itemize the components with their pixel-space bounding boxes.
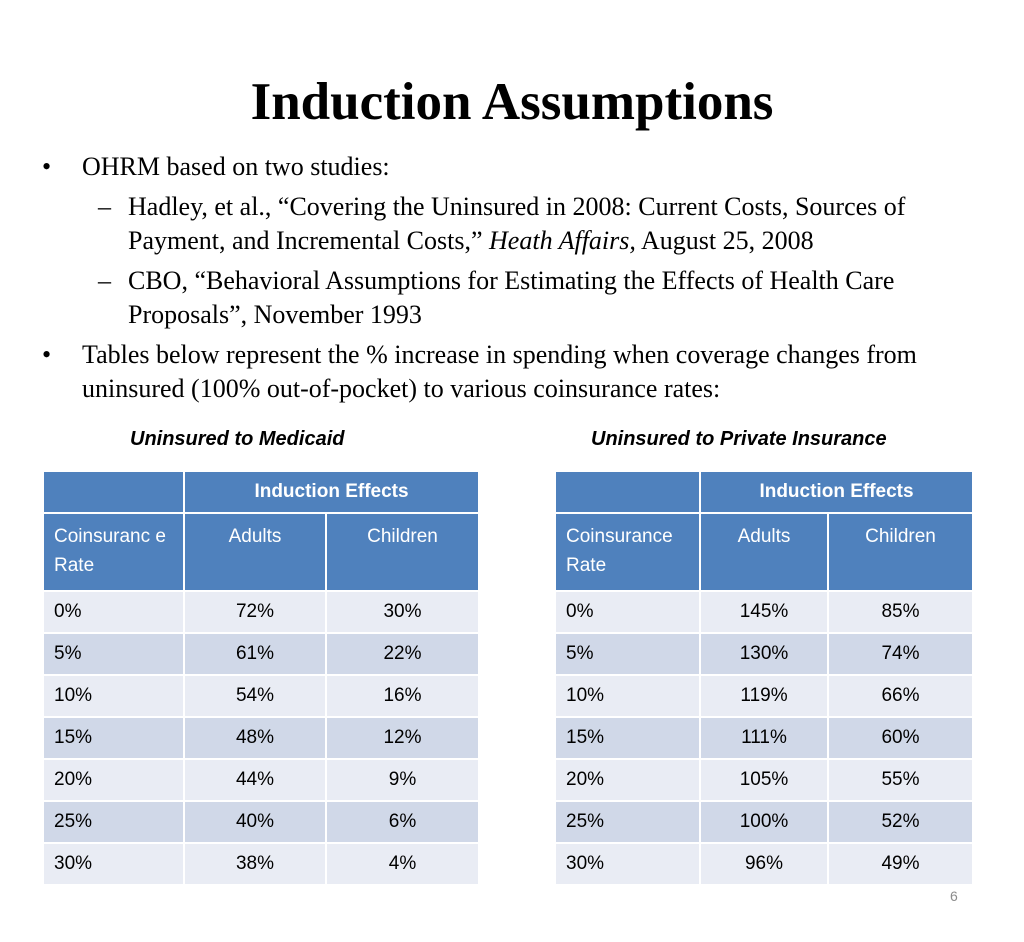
cell-adults: 48% — [184, 717, 326, 759]
cell-children: 85% — [828, 591, 973, 633]
cell-children: 66% — [828, 675, 973, 717]
cell-rate: 15% — [555, 717, 700, 759]
table-row — [555, 591, 973, 633]
journal-name: Heath Affairs, — [489, 226, 636, 255]
cell-adults: 105% — [700, 759, 828, 801]
citation-date: August 25, 2008 — [635, 226, 814, 255]
table-row — [43, 633, 479, 675]
cell-children: 16% — [326, 675, 479, 717]
cell-rate: 30% — [43, 843, 184, 885]
cell-adults: 38% — [184, 843, 326, 885]
cell-adults: 100% — [700, 801, 828, 843]
sub-bullet-item — [42, 264, 982, 332]
cell-children: 12% — [326, 717, 479, 759]
citation-hadley: Hadley, et al., “Covering the Uninsured in 2008: Current Costs, Sources of Payment, and Incremental Costs,” — [128, 192, 906, 255]
column-header-children: Children — [828, 513, 973, 591]
column-header-rate: Coinsuranc e Rate — [43, 513, 184, 591]
cell-rate: 10% — [555, 675, 700, 717]
cell-rate: 25% — [555, 801, 700, 843]
cell-children: 9% — [326, 759, 479, 801]
cell-children: 30% — [326, 591, 479, 633]
cell-children: 60% — [828, 717, 973, 759]
group-header: Induction Effects — [700, 471, 973, 513]
cell-rate: 5% — [555, 633, 700, 675]
dash-icon: – — [98, 192, 111, 221]
cell-rate: 10% — [43, 675, 184, 717]
table-row — [43, 591, 479, 633]
cell-rate: 30% — [555, 843, 700, 885]
cell-children: 49% — [828, 843, 973, 885]
medicaid-table — [42, 470, 480, 886]
table-row — [555, 843, 973, 885]
cell-adults: 61% — [184, 633, 326, 675]
table-row — [43, 717, 479, 759]
cell-rate: 5% — [43, 633, 184, 675]
cell-children: 52% — [828, 801, 973, 843]
sub-bullet-item — [42, 190, 982, 258]
cell-children: 74% — [828, 633, 973, 675]
group-header: Induction Effects — [184, 471, 479, 513]
cell-rate: 15% — [43, 717, 184, 759]
cell-adults: 40% — [184, 801, 326, 843]
private-insurance-table — [554, 470, 974, 886]
bullet-list — [42, 150, 982, 406]
bullet-item — [42, 338, 982, 406]
private-table-caption: Uninsured to Private Insurance — [591, 428, 887, 450]
table-row — [555, 675, 973, 717]
cell-children: 22% — [326, 633, 479, 675]
column-header-adults: Adults — [700, 513, 828, 591]
table-row — [43, 843, 479, 885]
cell-children: 6% — [326, 801, 479, 843]
cell-rate: 20% — [555, 759, 700, 801]
page-number: 6 — [950, 888, 958, 904]
cell-rate: 25% — [43, 801, 184, 843]
table-row — [43, 801, 479, 843]
column-header-children: Children — [326, 513, 479, 591]
table-row — [555, 717, 973, 759]
column-header-rate: Coinsurance Rate — [555, 513, 700, 591]
dash-icon: – — [98, 266, 111, 295]
cell-rate: 20% — [43, 759, 184, 801]
cell-children: 4% — [326, 843, 479, 885]
cell-adults: 96% — [700, 843, 828, 885]
table-row — [43, 675, 479, 717]
cell-adults: 130% — [700, 633, 828, 675]
header-blank-cell — [43, 471, 184, 513]
medicaid-table-caption: Uninsured to Medicaid — [130, 428, 345, 450]
cell-adults: 145% — [700, 591, 828, 633]
bullet-item — [42, 150, 982, 184]
bullet-text: Tables below represent the % increase in spending when coverage changes from uninsured (100% out-of-pocket) to various coinsurance rates: — [82, 340, 917, 403]
table-row — [555, 759, 973, 801]
bullet-text: OHRM based on two studies: — [82, 152, 390, 181]
cell-adults: 72% — [184, 591, 326, 633]
table-row — [555, 633, 973, 675]
bullet-icon: • — [42, 152, 52, 181]
bullet-icon: • — [42, 340, 52, 369]
table-row — [43, 759, 479, 801]
table-row — [555, 801, 973, 843]
column-header-adults: Adults — [184, 513, 326, 591]
slide-title: Induction Assumptions — [250, 73, 774, 131]
cell-rate: 0% — [555, 591, 700, 633]
cell-adults: 54% — [184, 675, 326, 717]
cell-children: 55% — [828, 759, 973, 801]
citation-cbo: CBO, “Behavioral Assumptions for Estimating the Effects of Health Care Proposals”, November 1993 — [128, 266, 895, 329]
cell-adults: 111% — [700, 717, 828, 759]
header-blank-cell — [555, 471, 700, 513]
cell-rate: 0% — [43, 591, 184, 633]
cell-adults: 44% — [184, 759, 326, 801]
cell-adults: 119% — [700, 675, 828, 717]
